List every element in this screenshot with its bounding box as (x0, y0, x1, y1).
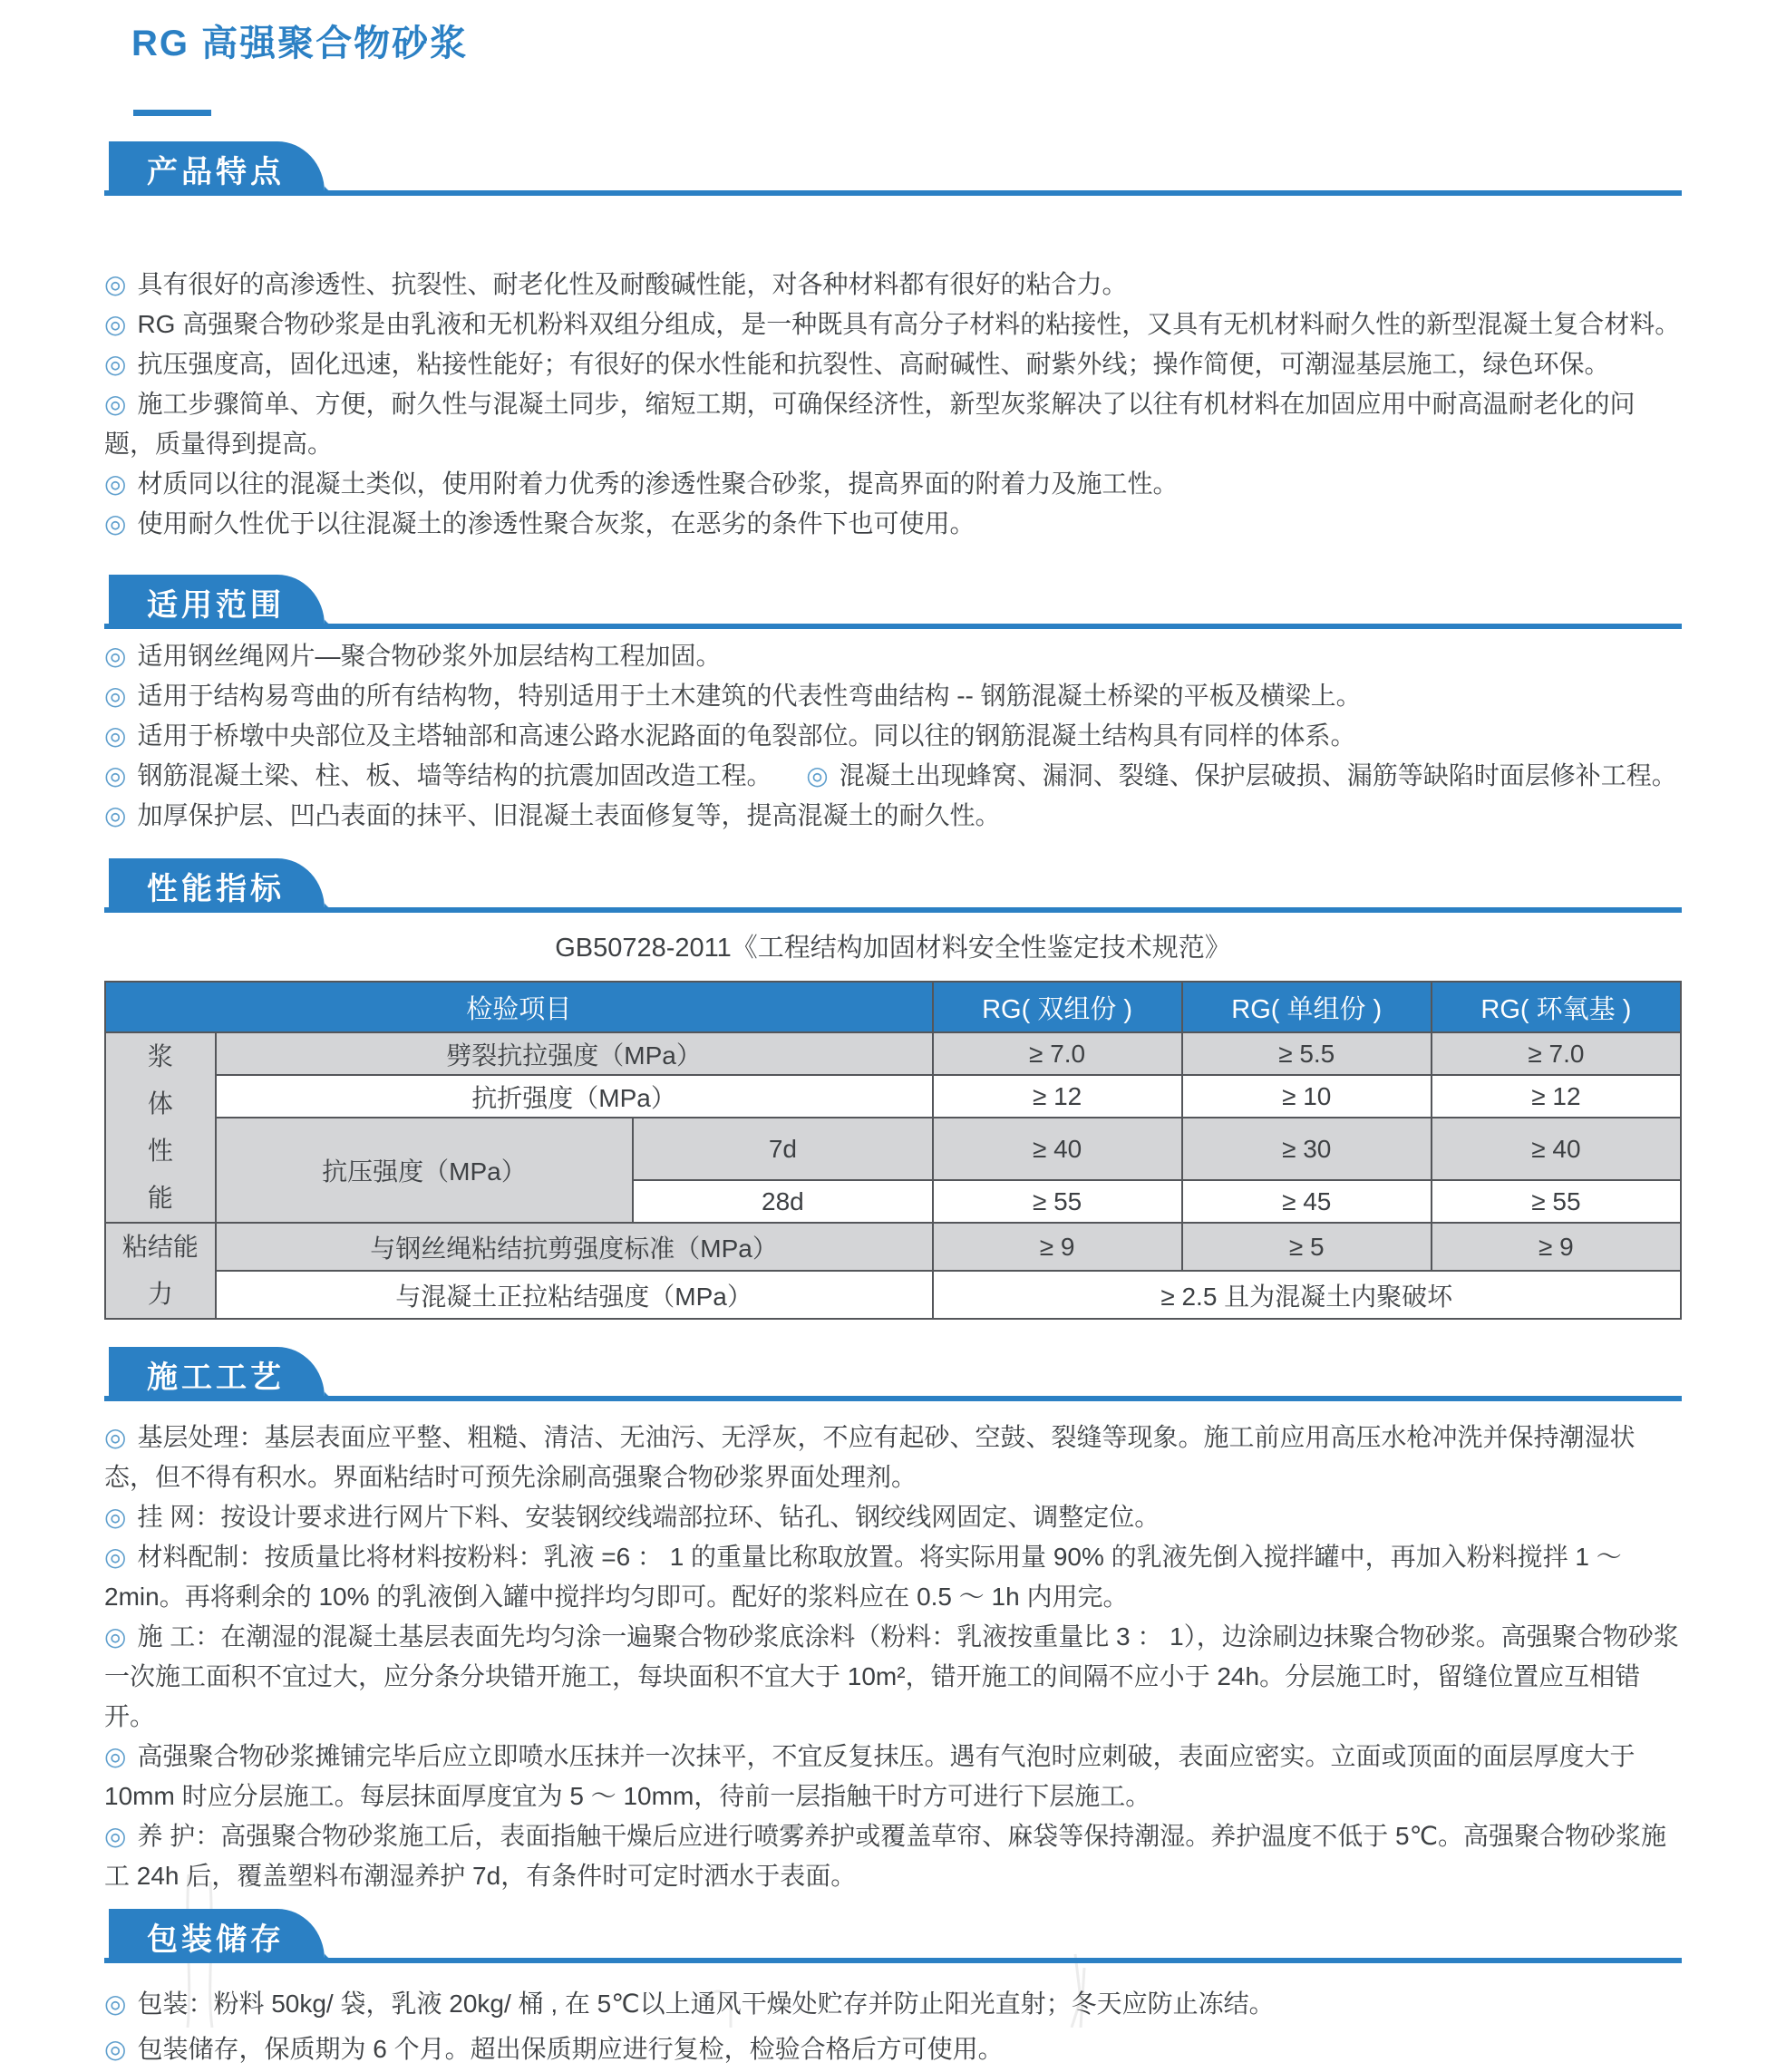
table-row (105, 1075, 1681, 1118)
list-item (104, 716, 1682, 756)
bullet-icon: ◎ (104, 470, 127, 498)
table-cell: ≥ 7.0 (933, 1032, 1182, 1075)
list-item-text: 材质同以往的混凝土类似，使用附着力优秀的渗透性聚合砂浆，提高界面的附着力及施工性。 (137, 470, 1179, 498)
bullet-icon: ◎ (104, 270, 127, 298)
list-item-text: 包装：粉料 50kg/ 袋，乳液 20kg/ 桶 , 在 5℃以上通风干燥处贮存并防止阳光直射；冬天应防止冻结。 (137, 1990, 1275, 2018)
bullet-icon: ◎ (104, 1742, 127, 1770)
list-item-text: 抗压强度高，固化迅速，粘接性能好；有很好的保水性能和抗裂性、高耐碱性、耐紫外线；操作简便，可潮湿基层施工，绿色环保。 (137, 350, 1610, 378)
bullet-icon: ◎ (104, 1990, 127, 2018)
scope-list (104, 636, 1682, 836)
list-item-text: 混凝土出现蜂窝、漏洞、裂缝、保护层破损、漏筋等缺陷时面层修补工程。 (839, 761, 1677, 789)
list-item-text: 具有很好的高渗透性、抗裂性、耐老化性及耐酸碱性能，对各种材料都有很好的粘合力。 (137, 270, 1128, 298)
dual-right (806, 756, 1676, 796)
table-row (105, 1223, 1681, 1271)
table-cell: ≥ 2.5 且为混凝土内聚破坏 (933, 1271, 1681, 1319)
list-item (104, 504, 1682, 544)
table-cell: ≥ 5 (1182, 1223, 1432, 1271)
list-item-text: 材料配制：按质量比将材料按粉料：乳液 =6 ： 1 的重量比称取放置。将实际用量 90% 的乳液先倒入搅拌罐中，再加入粉料搅拌 1 ～ 2min。再将剩余的 10% 的乳液倒入罐中搅拌均匀即可。配好的浆料应在 0.5 ～ 1h 内用完。 (104, 1543, 1622, 1611)
section-header-performance (104, 860, 1682, 913)
table-cell: ≥ 9 (1432, 1223, 1681, 1271)
list-item-text: 挂 网：按设计要求进行网片下料、安装钢绞线端部拉环、钻孔、钢绞线网固定、调整定位。 (137, 1503, 1160, 1531)
list-item-text: 施 工：在潮湿的混凝土基层表面先均匀涂一遍聚合物砂浆底涂料（粉料：乳液按重量比 3 ： 1），边涂刷边抹聚合物砂浆。高强聚合物砂浆一次施工面积不宜过大，应分条分块错开施工，每块面积不宜大于 10m²，错开施工的间隔不应小于 24h。分层施工时，留缝位置应互相错开。 (104, 1622, 1679, 1730)
bullet-icon: ◎ (104, 1503, 127, 1531)
bullet-icon: ◎ (104, 801, 127, 829)
list-item (104, 1737, 1682, 1816)
process-list (104, 1418, 1682, 1896)
table-header-cell: 检验项目 (105, 982, 933, 1032)
list-item (104, 265, 1682, 305)
list-item-two-column (104, 756, 1682, 796)
list-item-text: 使用耐久性优于以往混凝土的渗透性聚合灰浆，在恶劣的条件下也可使用。 (137, 509, 976, 537)
bullet-icon: ◎ (104, 1423, 127, 1451)
list-item (104, 305, 1682, 344)
list-item (104, 2027, 1682, 2072)
bullet-icon: ◎ (104, 390, 127, 418)
list-item (104, 1981, 1682, 2027)
bullet-icon: ◎ (104, 350, 127, 378)
section-header-packaging (104, 1911, 1682, 1963)
standard-caption: GB50728-2011《工程结构加固材料安全性鉴定技术规范》 (555, 934, 1231, 963)
table-cell: ≥ 30 (1182, 1118, 1432, 1180)
table-cell: ≥ 5.5 (1182, 1032, 1432, 1075)
section-header-scope (104, 576, 1682, 629)
page-title: RG 高强聚合物砂浆 (131, 24, 469, 63)
list-item-text: 适用于结构易弯曲的所有结构物，特别适用于土木建筑的代表性弯曲结构 -- 钢筋混凝土桥梁的平板及横梁上。 (137, 682, 1362, 710)
bullet-icon: ◎ (104, 1543, 127, 1571)
dual-left (104, 756, 806, 796)
row-group-label: 浆 体 性 能 (105, 1032, 216, 1223)
table-cell: ≥ 10 (1182, 1075, 1432, 1118)
bullet-icon: ◎ (104, 509, 127, 537)
list-item (104, 676, 1682, 716)
bullet-icon: ◎ (104, 682, 127, 710)
table-header-cell: RG( 单组份 ) (1182, 982, 1432, 1032)
bullet-icon: ◎ (104, 310, 127, 338)
list-item (104, 1816, 1682, 1896)
table-cell: ≥ 9 (933, 1223, 1182, 1271)
table-cell: 与混凝土正拉粘结强度（MPa） (216, 1271, 933, 1319)
bullet-icon: ◎ (104, 1822, 127, 1850)
list-item-text: RG 高强聚合物砂浆是由乳液和无机粉料双组分组成，是一种既具有高分子材料的粘接性，又具有无机材料耐久性的新型混凝土复合材料。 (137, 310, 1681, 338)
table-cell: ≥ 12 (933, 1075, 1182, 1118)
table-cell: ≥ 7.0 (1432, 1032, 1681, 1075)
section-header-features (104, 143, 1682, 196)
table-row (105, 1271, 1681, 1319)
list-item (104, 344, 1682, 384)
list-item (104, 1617, 1682, 1737)
table-cell: 28d (633, 1180, 932, 1223)
features-banner: 产品特点 (109, 141, 325, 196)
document-page (0, 15, 1786, 2072)
row-group-label: 粘结能 力 (105, 1223, 216, 1319)
table-cell: ≥ 55 (1432, 1180, 1681, 1223)
table-cell: 与钢丝绳粘结抗剪强度标准（MPa） (216, 1223, 933, 1271)
list-item (104, 384, 1682, 464)
list-item (104, 636, 1682, 676)
table-cell: 劈裂抗拉强度（MPa） (216, 1032, 933, 1075)
bullet-icon: ◎ (104, 761, 127, 789)
list-item (104, 796, 1682, 836)
table-cell: ≥ 55 (933, 1180, 1182, 1223)
table-cell: 7d (633, 1118, 932, 1180)
list-item-text: 加厚保护层、凹凸表面的抹平、旧混凝土表面修复等，提高混凝土的耐久性。 (137, 801, 1001, 829)
list-item-text: 钢筋混凝土梁、柱、板、墙等结构的抗震加固改造工程。 (137, 761, 772, 789)
list-item-text: 施工步骤简单、方便，耐久性与混凝土同步，缩短工期，可确保经济性，新型灰浆解决了以往有机材料在加固应用中耐高温耐老化的问题，质量得到提高。 (104, 390, 1636, 458)
list-item-text: 基层处理：基层表面应平整、粗糙、清洁、无油污、无浮灰，不应有起砂、空鼓、裂缝等现象。施工前应用高压水枪冲洗并保持潮湿状态，但不得有积水。界面粘结时可预先涂刷高强聚合物砂浆界面处理剂。 (104, 1423, 1636, 1491)
bullet-icon: ◎ (104, 1622, 127, 1651)
list-item (104, 1497, 1682, 1537)
bullet-icon: ◎ (806, 761, 829, 789)
list-item-text: 适用于桥墩中央部位及主塔轴部和高速公路水泥路面的龟裂部位。同以往的钢筋混凝土结构具有同样的体系。 (137, 721, 1356, 750)
table-row (105, 1032, 1681, 1075)
packaging-banner: 包装储存 (109, 1909, 325, 1963)
list-item-text: 包装储存，保质期为 6 个月。超出保质期应进行复检，检验合格后方可使用。 (137, 2035, 1004, 2063)
features-list (104, 265, 1682, 544)
table-cell: 抗压强度（MPa） (216, 1118, 634, 1223)
list-item (104, 464, 1682, 504)
packaging-list (104, 1981, 1682, 2072)
bullet-icon: ◎ (104, 642, 127, 670)
title-underline (133, 110, 211, 116)
list-item (104, 1537, 1682, 1617)
table-row (105, 1118, 1681, 1180)
table-cell: ≥ 45 (1182, 1180, 1432, 1223)
process-banner: 施工工艺 (109, 1347, 325, 1401)
list-item (104, 1418, 1682, 1497)
list-item-text: 养 护：高强聚合物砂浆施工后，表面指触干燥后应进行喷雾养护或覆盖草帘、麻袋等保持潮湿。养护温度不低于 5℃。高强聚合物砂浆施工 24h 后，覆盖塑料布潮湿养护 7d，有条件时可定时洒水于表面。 (104, 1822, 1667, 1890)
table-cell: ≥ 12 (1432, 1075, 1681, 1118)
section-header-process (104, 1349, 1682, 1401)
document-body (0, 15, 1786, 2063)
table-cell: ≥ 40 (1432, 1118, 1681, 1180)
table-header-cell: RG( 双组份 ) (933, 982, 1182, 1032)
performance-table (104, 981, 1682, 1320)
list-item-text: 适用钢丝绳网片—聚合物砂浆外加层结构工程加固。 (137, 642, 722, 670)
table-cell: 抗折强度（MPa） (216, 1075, 933, 1118)
performance-banner: 性能指标 (109, 858, 325, 913)
table-header-cell: RG( 环氧基 ) (1432, 982, 1681, 1032)
scope-banner: 适用范围 (109, 575, 325, 629)
bullet-icon: ◎ (104, 721, 127, 750)
bullet-icon: ◎ (104, 2035, 127, 2063)
table-cell: ≥ 40 (933, 1118, 1182, 1180)
table-header-row (105, 982, 1681, 1032)
list-item-text: 高强聚合物砂浆摊铺完毕后应立即喷水压抹并一次抹平，不宜反复抹压。遇有气泡时应刺破，表面应密实。立面或顶面的面层厚度大于 10mm 时应分层施工。每层抹面厚度宜为 5 ～ 10mm，待前一层指触干时方可进行下层施工。 (104, 1742, 1636, 1810)
